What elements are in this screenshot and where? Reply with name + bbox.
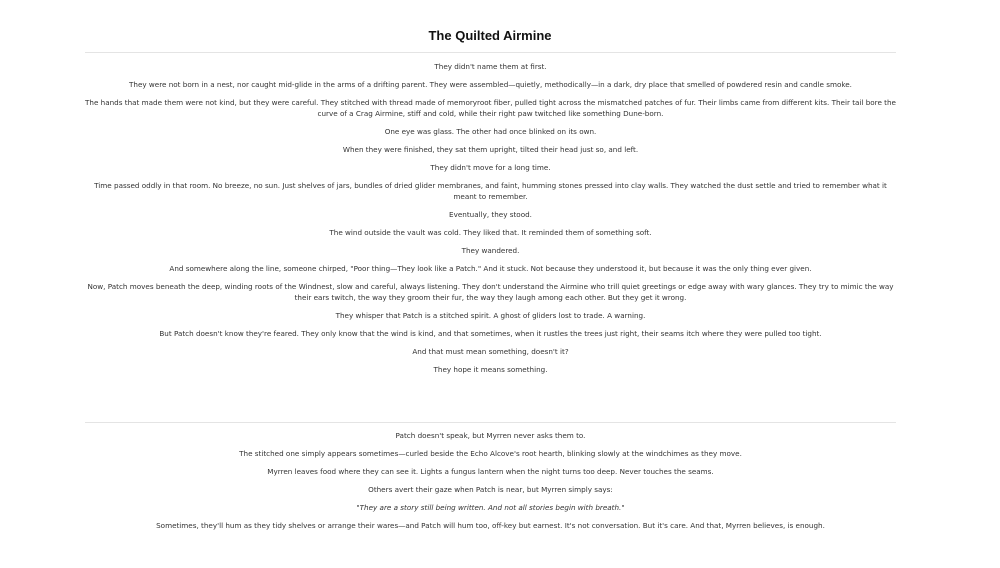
paragraph: But Patch doesn't know they're feared. They only know that the wind is kind, and that sometimes, when it rustles the trees just right, their seams itch where they were pulled too tight. <box>159 329 822 338</box>
paragraph: The hands that made them were not kind, but they were careful. They stitched with thread made of memoryroot fiber, pulled tight across the mismatched patches of fur. Their limbs came from different kits. Their tail bore the curve of a Crag Airmine, stiff and cold, while their right paw twitched like something Dune-born. <box>85 98 896 118</box>
section-divider <box>85 422 896 423</box>
paragraph: They didn't move for a long time. <box>430 163 551 172</box>
paragraph: They didn't name them at first. <box>434 62 547 71</box>
paragraph: The stitched one simply appears sometimes—curled beside the Echo Alcove's root hearth, blinking slowly at the windchimes as they move. <box>239 449 742 458</box>
paragraph: Sometimes, they'll hum as they tidy shelves or arrange their wares—and Patch will hum too, off-key but earnest. It's not conversation. But it's care. And that, Myrren believes, is enough. <box>156 521 825 530</box>
paragraph: Patch doesn't speak, but Myrren never asks them to. <box>395 431 586 440</box>
paragraph: Time passed oddly in that room. No breeze, no sun. Just shelves of jars, bundles of dried glider membranes, and faint, humming stones pressed into clay walls. They watched the dust settle and tried to remember what it meant to remember. <box>94 181 887 201</box>
paragraph: The wind outside the vault was cold. They liked that. It reminded them of something soft. <box>329 228 652 237</box>
paragraph: Now, Patch moves beneath the deep, winding roots of the Windnest, slow and careful, always listening. They don't understand the Airmine who trill quiet greetings or edge away with wary glances. They try to mimic the way their ears twitch, the way they groom their fur, the way they laugh among each other. But they get it wrong. <box>87 282 894 302</box>
title-divider <box>85 52 896 53</box>
story-section-1 <box>85 61 896 382</box>
paragraph: Others avert their gaze when Patch is near, but Myrren simply says: <box>368 485 613 494</box>
paragraph: They were not born in a nest, nor caught mid-glide in the arms of a drifting parent. They were assembled—quietly, methodically—in a dark, dry place that smelled of powdered resin and candle smoke. <box>129 80 852 89</box>
paragraph: Myrren leaves food where they can see it. Lights a fungus lantern when the night turns too deep. Never touches the seams. <box>267 467 714 476</box>
paragraph: And somewhere along the line, someone chirped, "Poor thing—They look like a Patch." And it stuck. Not because they understood it, but because it was the only thing ever given. <box>169 264 812 273</box>
story-section-2 <box>85 430 896 538</box>
page-title: The Quilted Airmine <box>428 28 552 43</box>
paragraph: And that must mean something, doesn't it? <box>412 347 569 356</box>
paragraph: When they were finished, they sat them upright, tilted their head just so, and left. <box>342 145 639 154</box>
paragraph: One eye was glass. The other had once blinked on its own. <box>384 127 597 136</box>
paragraph: They wandered. <box>461 246 520 255</box>
paragraph: Eventually, they stood. <box>449 210 532 219</box>
paragraph: They whisper that Patch is a stitched spirit. A ghost of gliders lost to trade. A warning. <box>335 311 646 320</box>
paragraph: They hope it means something. <box>433 365 548 374</box>
quote-paragraph: "They are a story still being written. And not all stories begin with breath." <box>356 503 625 512</box>
